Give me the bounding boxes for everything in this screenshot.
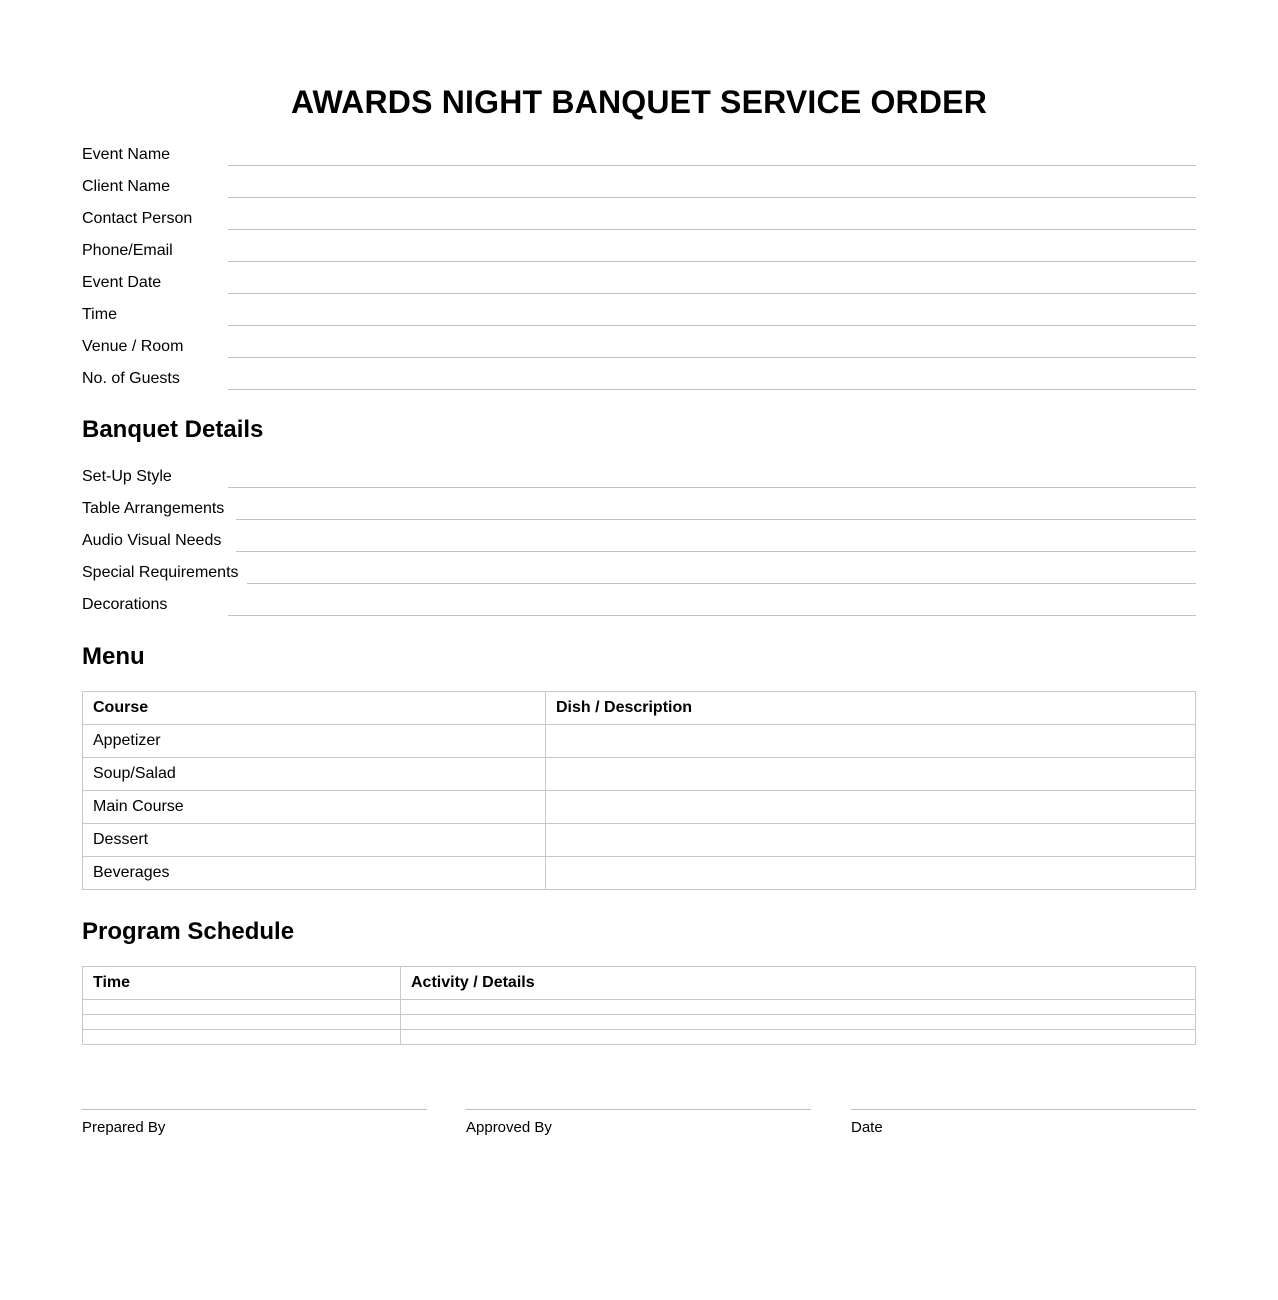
signature-label: Prepared By — [82, 1119, 166, 1136]
field-label: Time — [82, 306, 117, 323]
field-audio-visual-needs — [82, 529, 1196, 561]
field-input-line[interactable] — [236, 529, 1196, 552]
field-contact-person — [82, 207, 1196, 239]
time-cell[interactable] — [83, 1030, 401, 1045]
field-input-line[interactable] — [228, 593, 1196, 616]
field-input-line[interactable] — [228, 143, 1196, 166]
activity-cell[interactable] — [401, 1015, 1196, 1030]
course-cell: Soup/Salad — [83, 758, 546, 791]
field-special-requirements — [82, 561, 1196, 593]
field-label: Contact Person — [82, 210, 193, 227]
field-label: Decorations — [82, 596, 168, 613]
field-event-name — [82, 143, 1196, 175]
column-header-time: Time — [83, 967, 401, 1000]
banquet-details-heading: Banquet Details — [82, 416, 264, 443]
program-schedule-table — [82, 966, 1196, 1045]
dish-cell[interactable] — [546, 758, 1196, 791]
field-input-line[interactable] — [228, 367, 1196, 390]
table-row — [83, 824, 1196, 857]
activity-cell[interactable] — [401, 1030, 1196, 1045]
table-row — [83, 758, 1196, 791]
dish-cell[interactable] — [546, 857, 1196, 890]
field-input-line[interactable] — [228, 207, 1196, 230]
field-label: Table Arrangements — [82, 500, 225, 517]
field-event-date — [82, 271, 1196, 303]
field-label: Phone/Email — [82, 242, 173, 259]
time-cell[interactable] — [83, 1000, 401, 1015]
dish-cell[interactable] — [546, 791, 1196, 824]
field-label: Audio Visual Needs — [82, 532, 222, 549]
menu-heading: Menu — [82, 643, 145, 670]
field-client-name — [82, 175, 1196, 207]
field-label: Event Name — [82, 146, 171, 163]
field-input-line[interactable] — [228, 239, 1196, 262]
field-label: Event Date — [82, 274, 162, 291]
field-table-arrangements — [82, 497, 1196, 529]
document-title: AWARDS NIGHT BANQUET SERVICE ORDER — [290, 84, 988, 120]
field-label: No. of Guests — [82, 370, 180, 387]
program-schedule-heading: Program Schedule — [82, 918, 295, 945]
field-input-line[interactable] — [228, 271, 1196, 294]
signature-approved-by[interactable] — [466, 1109, 811, 1137]
table-row — [83, 1015, 1196, 1030]
table-header-row — [83, 692, 1196, 725]
dish-cell[interactable] — [546, 725, 1196, 758]
table-row — [83, 791, 1196, 824]
field-setup-style — [82, 465, 1196, 497]
column-header-course: Course — [83, 692, 546, 725]
table-header-row — [83, 967, 1196, 1000]
dish-cell[interactable] — [546, 824, 1196, 857]
time-cell[interactable] — [83, 1015, 401, 1030]
column-header-activity: Activity / Details — [401, 967, 1196, 1000]
table-row — [83, 1000, 1196, 1015]
field-venue-room — [82, 335, 1196, 367]
field-phone-email — [82, 239, 1196, 271]
course-cell: Main Course — [83, 791, 546, 824]
course-cell: Beverages — [83, 857, 546, 890]
activity-cell[interactable] — [401, 1000, 1196, 1015]
table-row — [83, 857, 1196, 890]
field-label: Set-Up Style — [82, 468, 172, 485]
field-input-line[interactable] — [228, 303, 1196, 326]
field-input-line[interactable] — [228, 335, 1196, 358]
table-row — [83, 725, 1196, 758]
table-row — [83, 1030, 1196, 1045]
field-input-line[interactable] — [247, 561, 1196, 584]
signature-label: Date — [851, 1119, 883, 1136]
field-no-of-guests — [82, 367, 1196, 399]
signature-date[interactable] — [851, 1109, 1196, 1137]
field-time — [82, 303, 1196, 335]
field-input-line[interactable] — [236, 497, 1196, 520]
field-decorations — [82, 593, 1196, 625]
signature-prepared-by[interactable] — [82, 1109, 427, 1137]
signature-label: Approved By — [466, 1119, 552, 1136]
field-input-line[interactable] — [228, 465, 1196, 488]
field-input-line[interactable] — [228, 175, 1196, 198]
menu-table — [82, 691, 1196, 890]
course-cell: Dessert — [83, 824, 546, 857]
course-cell: Appetizer — [83, 725, 546, 758]
field-label: Venue / Room — [82, 338, 184, 355]
column-header-dish: Dish / Description — [546, 692, 1196, 725]
field-label: Special Requirements — [82, 564, 239, 581]
field-label: Client Name — [82, 178, 171, 195]
